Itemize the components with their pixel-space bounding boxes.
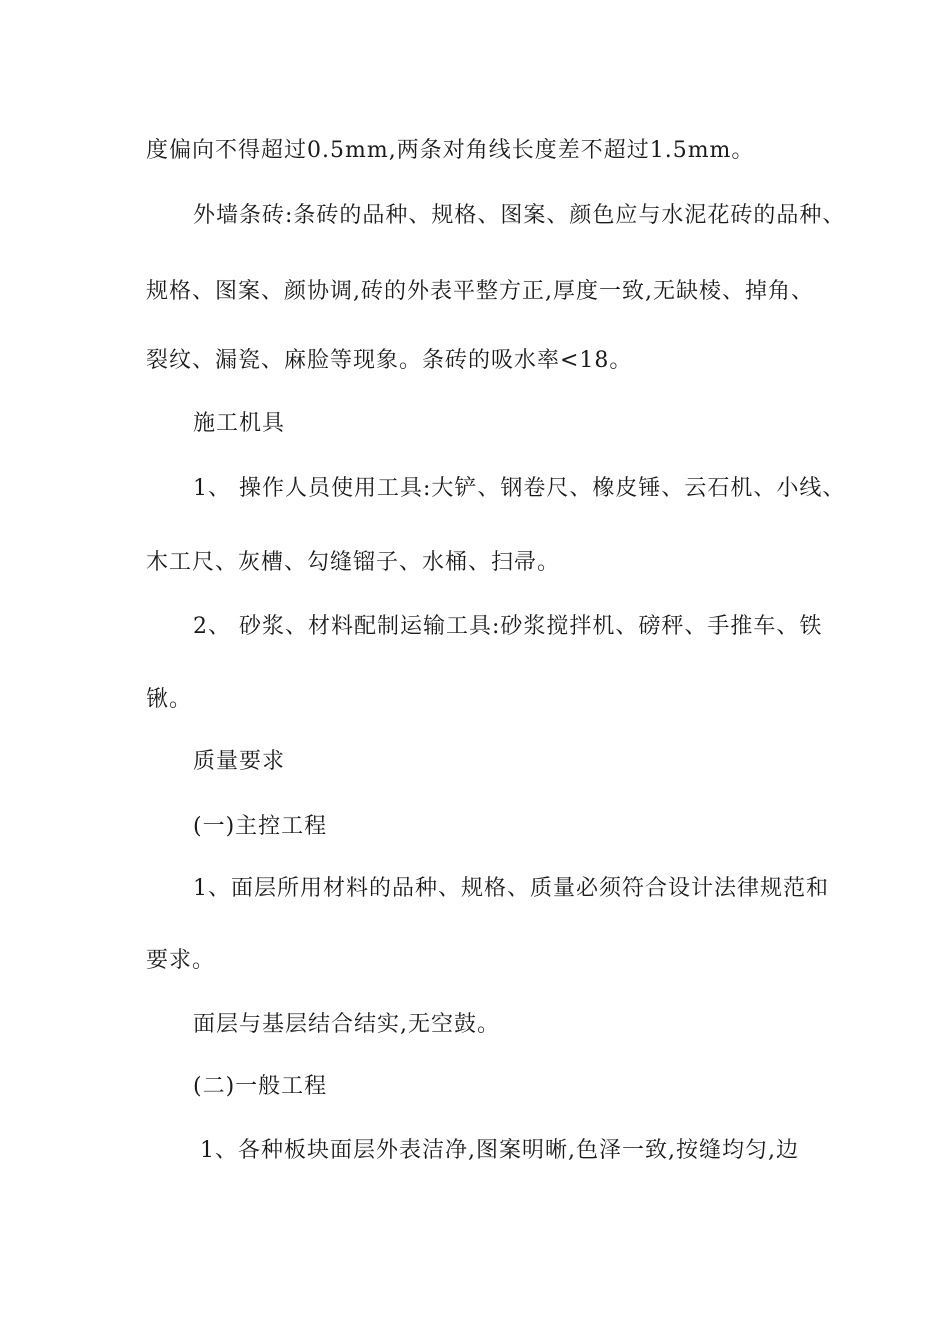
section-heading: 质量要求 [193, 749, 286, 774]
paragraph-line: 规格、图案、颜协调,砖的外表平整方正,厚度一致,无缺棱、掉角、 [146, 279, 814, 304]
section-heading: 施工机具 [193, 411, 286, 436]
subsection-heading: (二)一般工程 [193, 1074, 328, 1099]
paragraph-line: 锹。 [146, 687, 193, 712]
subsection-heading: (一)主控工程 [193, 814, 328, 839]
list-item: 1、 操作人员使用工具:大铲、钢卷尺、橡皮锤、云石机、小线、 [193, 476, 846, 501]
paragraph-line: 外墙条砖:条砖的品种、规格、图案、颜色应与水泥花砖的品种、 [193, 203, 846, 228]
paragraph-line: 木工尺、灰槽、勾缝镏子、水桶、扫帚。 [146, 550, 561, 575]
paragraph-line: 度偏向不得超过0.5mm,两条对角线长度差不超过1.5mm。 [146, 138, 755, 163]
paragraph-line: 裂纹、漏瓷、麻脸等现象。条砖的吸水率<18。 [146, 348, 633, 373]
list-item: 1、面层所用材料的品种、规格、质量必须符合设计法律规范和 [193, 876, 829, 901]
list-item: 2、 砂浆、材料配制运输工具:砂浆搅拌机、磅秤、手推车、铁 [193, 614, 823, 639]
paragraph-line: 面层与基层结合结实,无空鼓。 [193, 1012, 500, 1037]
list-item: 1、各种板块面层外表洁净,图案明晰,色泽一致,按缝均匀,边 [200, 1138, 799, 1163]
paragraph-line: 要求。 [146, 948, 216, 973]
